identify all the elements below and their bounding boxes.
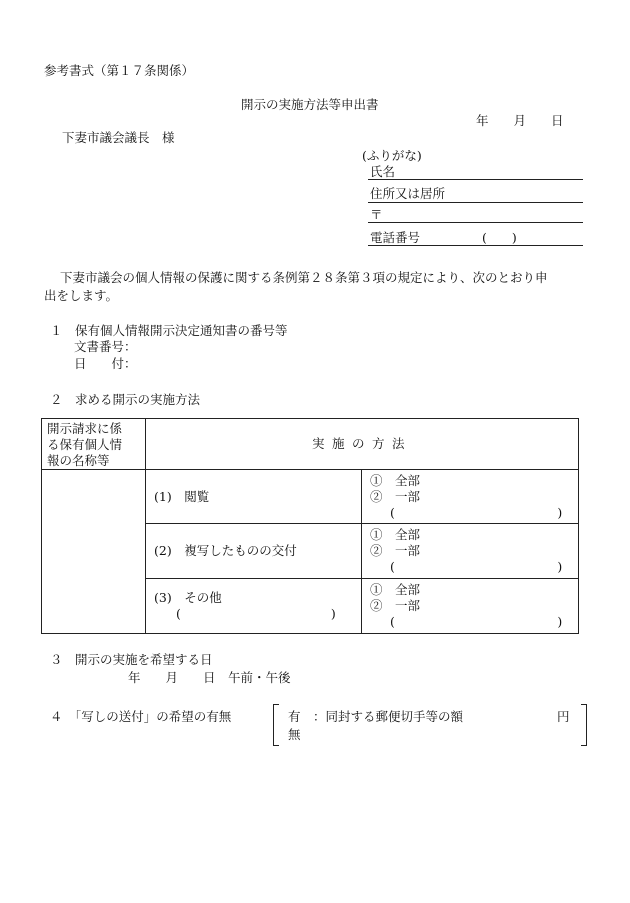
part-detail-row-3[interactable]: ( ) xyxy=(390,614,563,629)
header-left-line-1: 開示請求に係 xyxy=(47,421,123,436)
header-method-title: 実施の方法 xyxy=(146,419,579,470)
part-detail-row-2[interactable]: ( ) xyxy=(390,559,563,574)
reference-label: 参考書式（第１７条関係） xyxy=(44,63,195,78)
intro-line-1: 下妻市議会の個人情報の保護に関する条例第２８条第３項の規定により、次のとおり申 xyxy=(60,270,548,285)
options-row-3 xyxy=(362,579,579,634)
option-yes[interactable]: 有 ：同封する郵便切手等の額 xyxy=(288,709,464,724)
header-info-name-cell xyxy=(42,419,146,470)
preferred-date-line[interactable]: 年 月 日 午前・午後 xyxy=(128,670,291,685)
option-no[interactable]: 無 xyxy=(288,727,301,742)
date-line: 年 月 日 xyxy=(476,113,564,128)
info-name-input-cell[interactable] xyxy=(42,470,146,634)
option-all-row-3[interactable]: ① 全部 xyxy=(370,582,421,597)
other-method-detail[interactable]: ( ) xyxy=(176,606,336,621)
addressee: 下妻市議会議長 様 xyxy=(62,130,175,145)
postal-label: 〒 xyxy=(370,207,383,222)
address-label: 住所又は居所 xyxy=(370,186,446,201)
doc-number-label: 文書番号： xyxy=(74,339,137,354)
notice-date-label: 日 付： xyxy=(74,356,137,371)
header-left-line-3: 報の名称等 xyxy=(47,453,110,468)
left-bracket xyxy=(273,704,279,746)
furigana-label: (ふりがな) xyxy=(362,148,422,163)
option-all-row-2[interactable]: ① 全部 xyxy=(370,527,421,542)
section-4-heading: ４ 「写しの送付」の希望の有無 xyxy=(50,709,232,724)
intro-line-2: 出をします。 xyxy=(44,288,119,303)
form-title: 開示の実施方法等申出書 xyxy=(241,97,379,112)
phone-label: 電話番号 xyxy=(370,230,421,245)
method-row-2[interactable]: (2) 複写したものの交付 xyxy=(146,524,362,579)
header-left-line-2: る保有個人情 xyxy=(47,437,123,452)
postal-field[interactable] xyxy=(368,222,583,223)
right-bracket xyxy=(581,704,587,746)
address-field[interactable] xyxy=(368,202,583,203)
option-part-row-3[interactable]: ② 一部 xyxy=(370,598,421,613)
section-1-heading: １ 保有個人情報開示決定通知書の番号等 xyxy=(50,323,288,338)
method-row-3-label: (3) その他 xyxy=(154,590,222,605)
name-label: 氏名 xyxy=(370,164,396,179)
phone-field[interactable] xyxy=(368,245,583,246)
section-3-heading: ３ 開示の実施を希望する日 xyxy=(50,652,213,667)
options-row-2 xyxy=(362,524,579,579)
phone-parens: ( ) xyxy=(482,230,517,245)
method-row-1[interactable]: (1) 閲覧 xyxy=(146,470,362,524)
part-detail-row-1[interactable]: ( ) xyxy=(390,504,563,520)
options-row-1 xyxy=(362,470,579,524)
disclosure-method-table xyxy=(41,418,579,634)
section-2-heading: ２ 求める開示の実施方法 xyxy=(50,392,201,407)
option-all-row-1[interactable]: ① 全部 xyxy=(370,472,421,488)
option-part-row-2[interactable]: ② 一部 xyxy=(370,543,421,558)
name-field[interactable] xyxy=(368,179,583,180)
option-part-row-1[interactable]: ② 一部 xyxy=(370,488,421,504)
method-row-3[interactable] xyxy=(146,579,362,634)
yen-label: 円 xyxy=(557,709,570,724)
